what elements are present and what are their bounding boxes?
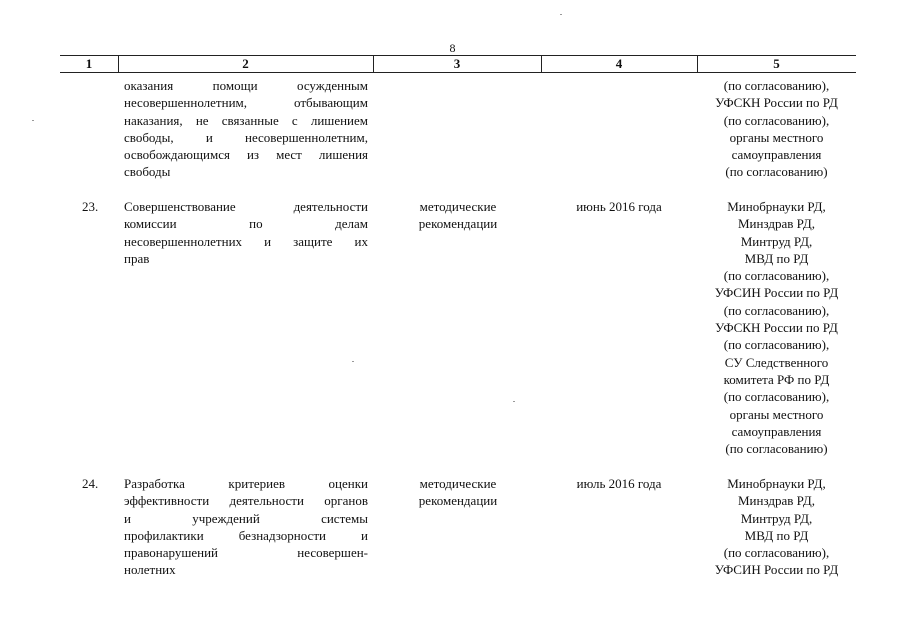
- continuation-description: [124, 77, 368, 181]
- text-line: УФСКН России по РД: [715, 320, 838, 336]
- text-line: Минтруд РД,: [740, 510, 813, 526]
- text-line: Минтруд РД,: [740, 233, 813, 249]
- scan-speck: [513, 401, 515, 402]
- text-line: самоуправления: [731, 423, 822, 439]
- text-line: УФСИН России по РД: [714, 285, 839, 301]
- scan-speck: [32, 120, 34, 121]
- text-line: методические: [419, 199, 497, 214]
- text-line: прав: [124, 250, 150, 266]
- text-line: (по согласованию),: [723, 545, 830, 561]
- text-line: СУ Следственного: [724, 354, 829, 370]
- row-result: [383, 198, 533, 233]
- text-line: (по согласованию),: [723, 337, 830, 353]
- text-line: и учреждений системы: [124, 510, 368, 526]
- text-line: самоуправления: [731, 147, 822, 163]
- row-deadline: июнь 2016 года: [576, 199, 662, 214]
- text-line: МВД по РД: [744, 250, 809, 266]
- row-number: 24.: [82, 476, 99, 491]
- text-line: правонарушений несовершен-: [124, 545, 368, 561]
- text-line: (по согласованию),: [723, 302, 830, 318]
- row-result: [383, 475, 533, 510]
- page-number: 8: [449, 41, 456, 55]
- table-header-bottom-border: [60, 72, 856, 73]
- text-line: свободы: [124, 164, 171, 180]
- header-col-2: 2: [242, 56, 249, 71]
- text-line: (по согласованию),: [723, 268, 830, 284]
- header-col-3: 3: [453, 56, 461, 71]
- text-line: наказания, не связанные с лишением: [124, 112, 368, 128]
- row-description: [124, 475, 368, 579]
- text-line: нолетних: [124, 562, 176, 578]
- text-line: Минобрнауки РД,: [727, 476, 826, 491]
- text-line: оказания помощи осужденным: [124, 78, 368, 93]
- text-line: органы местного: [729, 129, 824, 145]
- text-line: (по согласованию): [725, 164, 828, 180]
- text-line: эффективности деятельности органов: [124, 493, 368, 509]
- text-line: профилактики безнадзорности и: [124, 527, 368, 543]
- text-line: несовершеннолетних и защите их: [124, 233, 368, 249]
- text-line: УФСИН России по РД: [714, 562, 839, 578]
- text-line: (по согласованию),: [723, 78, 830, 93]
- row-executors: [697, 198, 856, 457]
- text-line: свободы, и несовершеннолетним,: [124, 129, 368, 145]
- continuation-executors: [697, 77, 856, 181]
- header-col-4: 4: [615, 56, 623, 71]
- text-line: комитета РФ по РД: [723, 371, 830, 387]
- text-line: Минздрав РД,: [737, 493, 816, 509]
- text-line: (по согласованию): [725, 441, 828, 457]
- scan-speck: [560, 14, 562, 15]
- text-line: несовершеннолетним, отбывающим: [124, 95, 368, 111]
- text-line: Минздрав РД,: [737, 216, 816, 232]
- row-executors: [697, 475, 856, 579]
- row-deadline: июль 2016 года: [576, 476, 662, 491]
- text-line: рекомендации: [418, 493, 498, 509]
- text-line: МВД по РД: [744, 527, 809, 543]
- header-col-5: 5: [773, 56, 780, 71]
- text-line: органы местного: [729, 406, 824, 422]
- header-col-1: 1: [85, 56, 93, 71]
- text-line: Минобрнауки РД,: [727, 199, 826, 214]
- text-line: (по согласованию),: [723, 112, 830, 128]
- text-line: освобождающимся из мест лишения: [124, 147, 368, 163]
- text-line: комиссии по делам: [124, 216, 368, 232]
- text-line: УФСКН России по РД: [715, 95, 838, 111]
- text-line: Совершенствование деятельности: [124, 199, 368, 214]
- row-description: [124, 198, 368, 267]
- row-number: 23.: [82, 199, 99, 214]
- text-line: (по согласованию),: [723, 389, 830, 405]
- text-line: Разработка критериев оценки: [124, 476, 368, 491]
- scan-speck: [352, 361, 354, 362]
- text-line: рекомендации: [418, 216, 498, 232]
- text-line: методические: [419, 476, 497, 491]
